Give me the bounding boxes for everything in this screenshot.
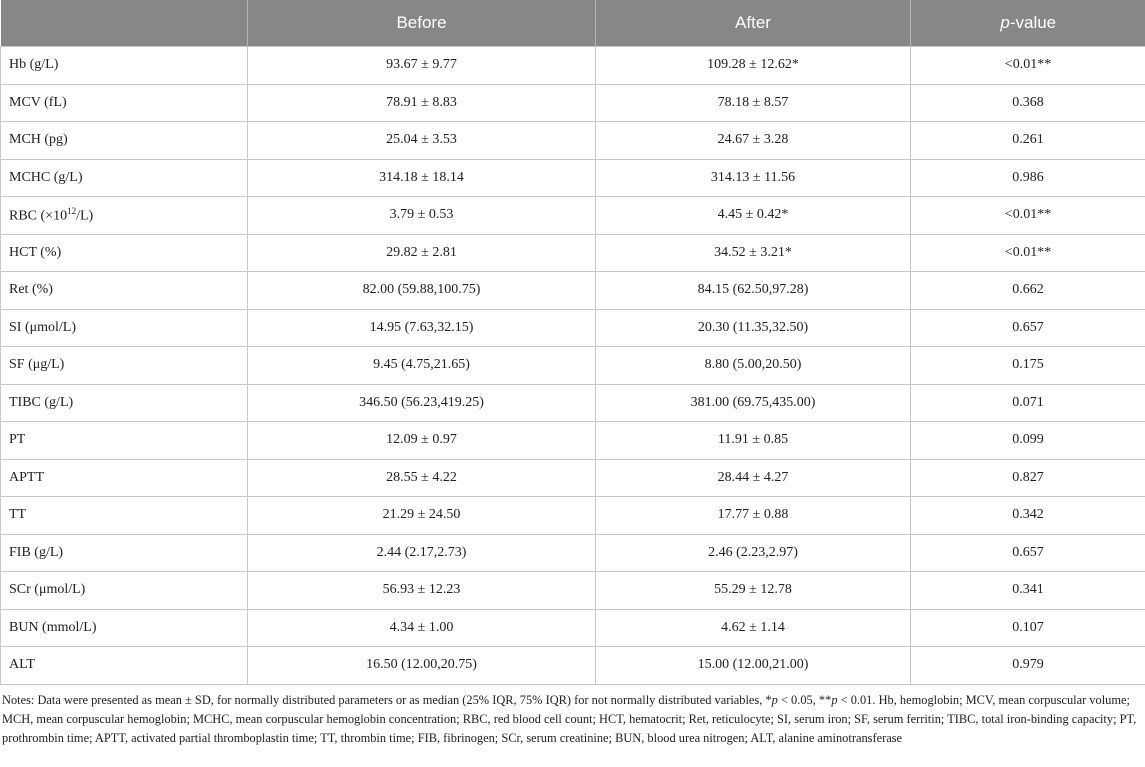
- cell-p-value: 0.099: [911, 422, 1145, 460]
- cell-before: 29.82 ± 2.81: [248, 234, 596, 272]
- header-after: After: [596, 0, 911, 47]
- notes-p2: p: [831, 692, 838, 707]
- notes-part1: Notes: Data were presented as mean ± SD, for normally distributed parameters or as median (25% IQR, 75% IQR) for not normally distributed variables, *: [2, 692, 772, 707]
- cell-parameter: SCr (μmol/L): [1, 572, 248, 610]
- cell-parameter: SI (μmol/L): [1, 309, 248, 347]
- cell-after: 4.62 ± 1.14: [596, 609, 911, 647]
- cell-after: 15.00 (12.00,21.00): [596, 647, 911, 685]
- cell-p-value: 0.341: [911, 572, 1145, 610]
- cell-p-value: 0.662: [911, 272, 1145, 310]
- notes-part2: < 0.05, **: [777, 692, 832, 707]
- table-row: [1, 84, 1145, 122]
- header-before: Before: [248, 0, 596, 47]
- table-row: [1, 384, 1145, 422]
- cell-p-value: 0.657: [911, 309, 1145, 347]
- cell-before: 346.50 (56.23,419.25): [248, 384, 596, 422]
- table-row: [1, 534, 1145, 572]
- cell-parameter: Ret (%): [1, 272, 248, 310]
- cell-after: 11.91 ± 0.85: [596, 422, 911, 460]
- cell-before: 25.04 ± 3.53: [248, 122, 596, 160]
- table-row: [1, 122, 1145, 160]
- cell-p-value: 0.986: [911, 159, 1145, 197]
- cell-before: 21.29 ± 24.50: [248, 497, 596, 535]
- cell-before: 16.50 (12.00,20.75): [248, 647, 596, 685]
- cell-parameter: Hb (g/L): [1, 47, 248, 85]
- cell-before: 56.93 ± 12.23: [248, 572, 596, 610]
- cell-before: 14.95 (7.63,32.15): [248, 309, 596, 347]
- cell-parameter: FIB (g/L): [1, 534, 248, 572]
- cell-after: 381.00 (69.75,435.00): [596, 384, 911, 422]
- table-notes: [0, 685, 1145, 748]
- cell-before: 82.00 (59.88,100.75): [248, 272, 596, 310]
- cell-p-value: 0.979: [911, 647, 1145, 685]
- cell-before: 78.91 ± 8.83: [248, 84, 596, 122]
- cell-before: 4.34 ± 1.00: [248, 609, 596, 647]
- cell-parameter: MCV (fL): [1, 84, 248, 122]
- cell-before: 93.67 ± 9.77: [248, 47, 596, 85]
- cell-before: 28.55 ± 4.22: [248, 459, 596, 497]
- cell-parameter: PT: [1, 422, 248, 460]
- cell-parameter: APTT: [1, 459, 248, 497]
- cell-after: 28.44 ± 4.27: [596, 459, 911, 497]
- cell-parameter: SF (μg/L): [1, 347, 248, 385]
- cell-after: 8.80 (5.00,20.50): [596, 347, 911, 385]
- cell-after: 314.13 ± 11.56: [596, 159, 911, 197]
- cell-after: 20.30 (11.35,32.50): [596, 309, 911, 347]
- cell-p-value: <0.01**: [911, 197, 1145, 235]
- table-row: [1, 197, 1145, 235]
- parameter-label-sup: 12: [67, 205, 77, 216]
- cell-before: 314.18 ± 18.14: [248, 159, 596, 197]
- table-row: [1, 159, 1145, 197]
- table-row: [1, 422, 1145, 460]
- table-row: [1, 609, 1145, 647]
- cell-parameter: BUN (mmol/L): [1, 609, 248, 647]
- cell-before: 3.79 ± 0.53: [248, 197, 596, 235]
- cell-p-value: 0.342: [911, 497, 1145, 535]
- cell-parameter: TT: [1, 497, 248, 535]
- cell-after: 55.29 ± 12.78: [596, 572, 911, 610]
- table-row: [1, 47, 1145, 85]
- cell-after: 84.15 (62.50,97.28): [596, 272, 911, 310]
- notes-part3: < 0.01. Hb, hemoglobin; MCV, mean corpuscular volume; MCH, mean corpuscular hemoglobin; MCHC, mean corpuscular hemoglobin concentration; RBC, red blood cell count; HCT, hematocrit; Ret, reticulocyte; SI, serum iron; SF, serum ferritin; TIBC, total iron-binding capacity; PT, prothrombin time; APTT, activated partial thromboplastin time; TT, thrombin time; FIB, fibrinogen; SCr, serum creatinine; BUN, blood urea nitrogen; ALT, alanine aminotransferase: [2, 692, 1137, 745]
- table-row: [1, 347, 1145, 385]
- notes-p1: p: [771, 692, 778, 707]
- cell-p-value: 0.071: [911, 384, 1145, 422]
- table-row: [1, 572, 1145, 610]
- table-row: [1, 459, 1145, 497]
- cell-before: 9.45 (4.75,21.65): [248, 347, 596, 385]
- table-row: [1, 234, 1145, 272]
- cell-parameter: [1, 197, 248, 235]
- cell-after: 78.18 ± 8.57: [596, 84, 911, 122]
- cell-p-value: 0.827: [911, 459, 1145, 497]
- header-p-italic: p: [1000, 13, 1010, 32]
- parameter-label-pre: RBC (×10: [9, 208, 68, 224]
- cell-p-value: <0.01**: [911, 47, 1145, 85]
- cell-p-value: <0.01**: [911, 234, 1145, 272]
- cell-p-value: 0.261: [911, 122, 1145, 160]
- header-p-value: [911, 0, 1145, 47]
- parameter-label-post: /L): [76, 208, 94, 224]
- cell-parameter: MCH (pg): [1, 122, 248, 160]
- header-row: [1, 0, 1145, 47]
- header-p-suffix: -value: [1009, 13, 1057, 32]
- header-parameter: [1, 0, 248, 47]
- cell-after: 109.28 ± 12.62*: [596, 47, 911, 85]
- cell-p-value: 0.368: [911, 84, 1145, 122]
- cell-after: 4.45 ± 0.42*: [596, 197, 911, 235]
- cell-p-value: 0.107: [911, 609, 1145, 647]
- table-row: [1, 309, 1145, 347]
- cell-after: 24.67 ± 3.28: [596, 122, 911, 160]
- table-row: [1, 497, 1145, 535]
- cell-after: 17.77 ± 0.88: [596, 497, 911, 535]
- cell-parameter: TIBC (g/L): [1, 384, 248, 422]
- cell-before: 2.44 (2.17,2.73): [248, 534, 596, 572]
- cell-p-value: 0.657: [911, 534, 1145, 572]
- table-row: [1, 647, 1145, 685]
- cell-after: 34.52 ± 3.21*: [596, 234, 911, 272]
- cell-p-value: 0.175: [911, 347, 1145, 385]
- cell-parameter: HCT (%): [1, 234, 248, 272]
- cell-parameter: MCHC (g/L): [1, 159, 248, 197]
- table-row: [1, 272, 1145, 310]
- cell-before: 12.09 ± 0.97: [248, 422, 596, 460]
- cell-after: 2.46 (2.23,2.97): [596, 534, 911, 572]
- cell-parameter: ALT: [1, 647, 248, 685]
